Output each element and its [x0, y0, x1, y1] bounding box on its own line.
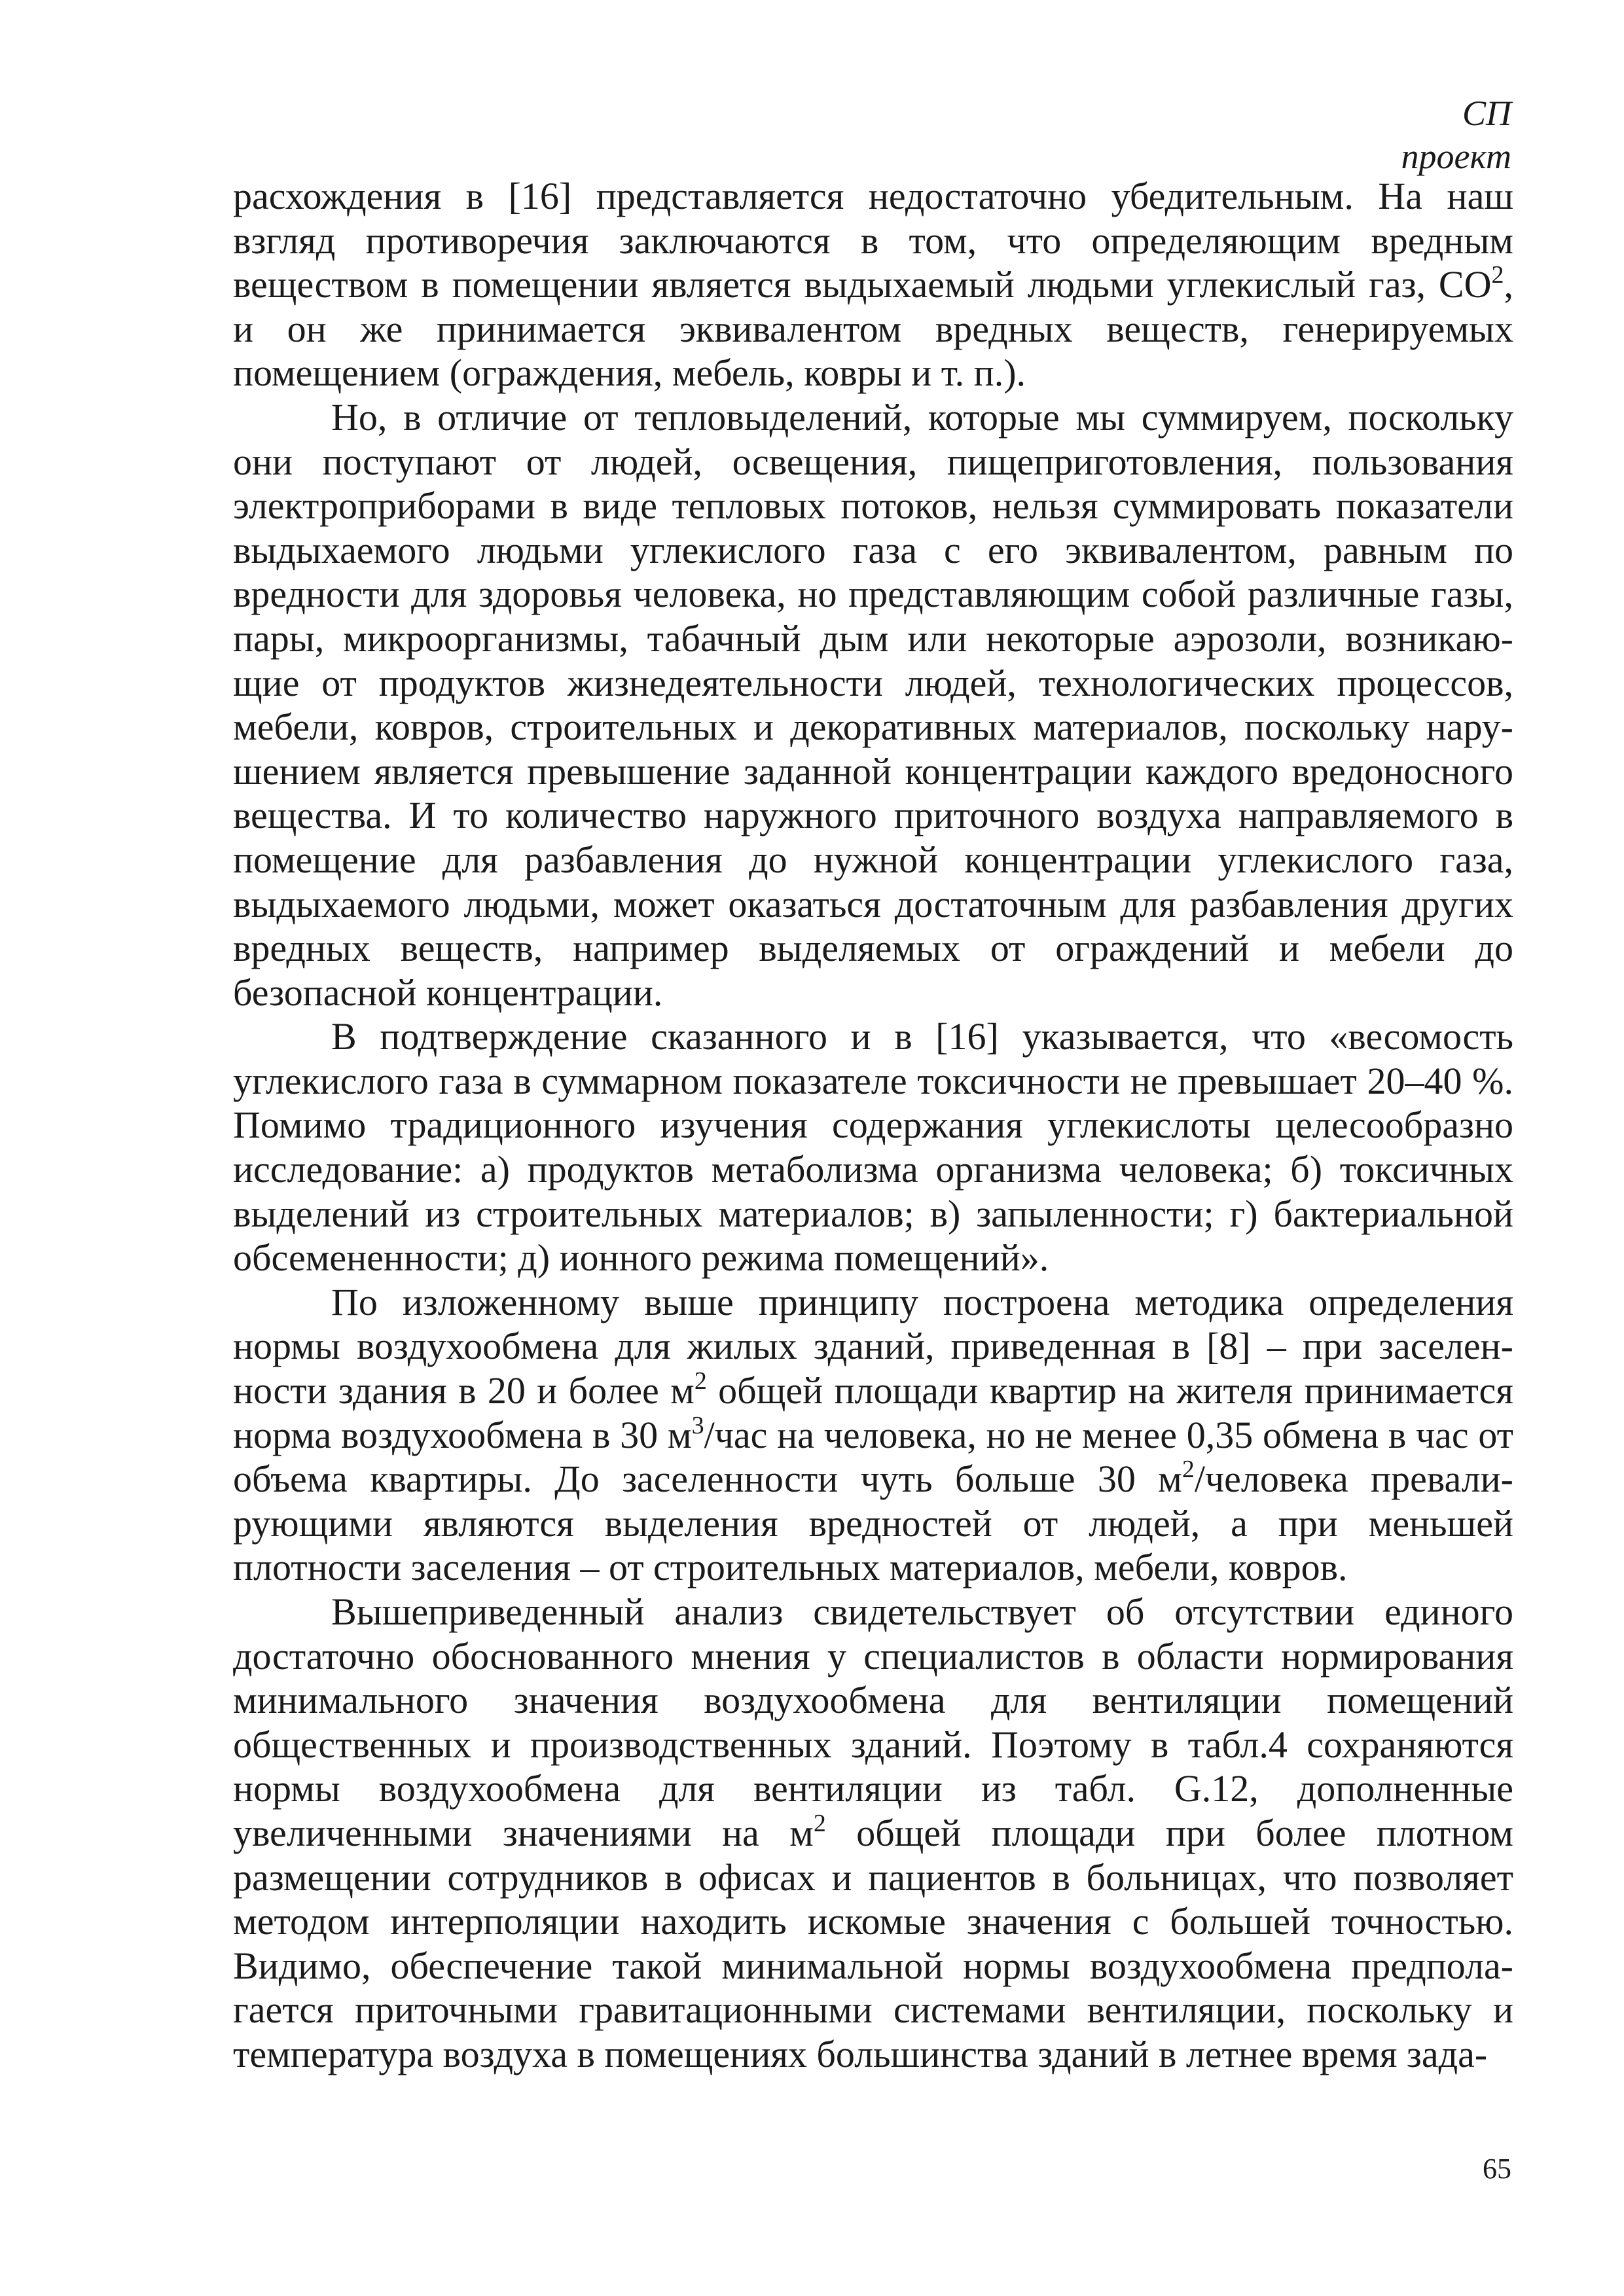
- paragraph-4-part-b: общей площади квартир на жителя принимается норма воздухообмена в 30 м: [233, 1369, 1513, 1456]
- paragraph-4: [233, 1280, 1513, 1590]
- paragraph-4-part-a: По изложенному выше принципу построена методика определения нормы воздухообмена для жилых зданий, приведенная в [8] – при заселен-ности здания в 20 и более м: [233, 1280, 1513, 1412]
- paragraph-1: [233, 174, 1513, 395]
- paragraph-5-superscript: 2: [813, 1809, 826, 1837]
- paragraph-1-superscript: 2: [1491, 261, 1504, 289]
- paragraph-5-part-a: Вышеприведенный анализ свидетельствует об отсутствии единого достаточно обоснованного мнения у специалистов в области нормирования минимального значения воздухообмена для вентиляции помещений общественных и производственных зданий. Поэтому в табл.4 сохраняются нормы воздухообмена для вентиляции из табл. G.12, дополненные увеличенными значениями на м: [233, 1590, 1513, 1854]
- paragraph-1-tail: , и он же принимается эквивалентом вредных веществ, генерируемых помещением (ограждения, мебель, ковры и т. п.).: [233, 263, 1513, 395]
- paragraph-4-superscript-3: 2: [1182, 1456, 1195, 1484]
- header-status: проект: [1401, 137, 1511, 176]
- paragraph-2: Но, в отличие от тепловыделений, которые мы суммируем, поскольку они поступают от людей, освещения, пищеприготовления, пользования электроприборами в виде тепловых потоков, нельзя суммировать показатели выдыхаемого людьми углекислого газа с его эквивалентом, равным по вредности для здоровья человека, но представляющим собой различные газы, пары, микроорганизмы, табачный дым или некоторые аэрозоли, возникаю-щие от продуктов жизнедеятельности людей, технологических процессов, мебели, ковров, строительных и декоративных материалов, поскольку нару-шением является превышение заданной концентрации каждого вредоносного вещества. И то количество наружного приточного воздуха направляемого в помещение для разбавления до нужной концентрации углекислого газа, выдыхаемого людьми, может оказаться достаточным для разбавления других вредных веществ, например выделяемых от ограждений и мебели до безопасной концентрации.: [233, 395, 1513, 1014]
- paragraph-4-part-d: /человека превали-рующими являются выделения вредностей от людей, а при меньшей плотности заселения – от строительных материалов, мебели, ковров.: [233, 1458, 1513, 1589]
- document-header: [1401, 92, 1511, 178]
- paragraph-5-part-b: общей площади при более плотном размещении сотрудников в офисах и пациентов в больницах, что позволяет методом интерполяции находить искомые значения с большей точностью. Видимо, обеспечение такой минимальной нормы воздухообмена предпола-гается приточными гравитационными системами вентиляции, поскольку и температура воздуха в помещениях большинства зданий в летнее время зада-: [233, 1811, 1514, 2075]
- paragraph-3: В подтверждение сказанного и в [16] указывается, что «весомость углекислого газа в суммарном показателе токсичности не превышает 20–40 %. Помимо традиционного изучения содержания углекислоты целесообразно исследование: а) продуктов метаболизма организма человека; б) токсичных выделений из строительных материалов; в) запыленности; г) бактериальной обсемененности; д) ионного режима помещений».: [233, 1015, 1513, 1280]
- paragraph-4-part-c: /час на человека, но не менее 0,35 обмена в час от объема квартиры. До заселенности чуть больше 30 м: [233, 1413, 1513, 1501]
- page-body: [233, 174, 1513, 2077]
- header-code: СП: [1462, 94, 1511, 133]
- paragraph-4-superscript-1: 2: [694, 1367, 707, 1395]
- paragraph-5: [233, 1590, 1513, 2077]
- paragraph-4-superscript-2: 3: [691, 1411, 704, 1439]
- page-number: 65: [1483, 2153, 1511, 2185]
- paragraph-1-text: расхождения в [16] представляется недостаточно убедительным. На наш взгляд противоречия заключаются в том, что определяющим вредным веществом в помещении является выдыхаемый людьми углекислый газ, СО: [233, 175, 1513, 306]
